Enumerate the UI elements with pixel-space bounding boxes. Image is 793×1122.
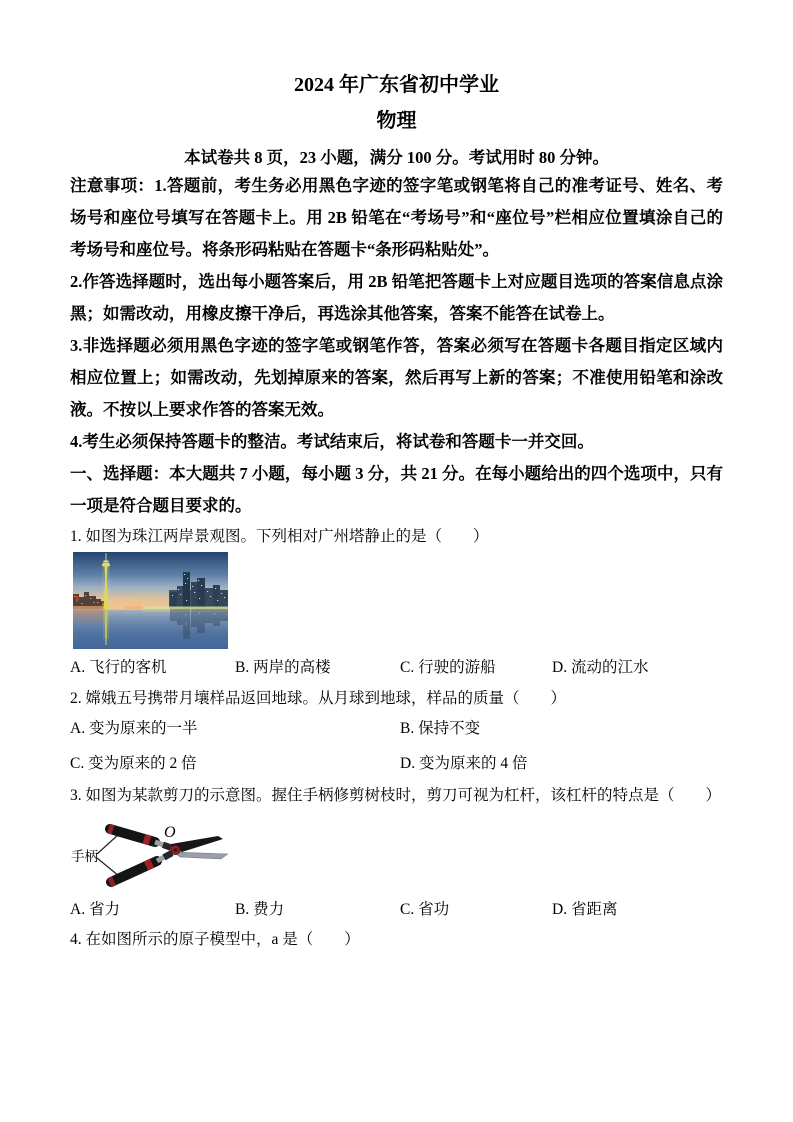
q2-option-c: C. 变为原来的 2 倍 <box>70 755 197 772</box>
page-title: 2024 年广东省初中学业 <box>294 74 499 96</box>
q1-option-a: A. 飞行的客机 <box>70 659 167 676</box>
q2-option-d: D. 变为原来的 4 倍 <box>400 755 528 772</box>
question4-stem: 4. 在如图所示的原子模型中，a 是（ ） <box>70 931 360 948</box>
question2-options <box>70 718 723 775</box>
lower-blade <box>173 852 228 859</box>
canton-tower <box>102 553 110 609</box>
question2-stem: 2. 嫦娥五号携带月壤样品返回地球。从月球到地球，样品的质量（ ） <box>70 690 567 707</box>
q3-option-a: A. 省力 <box>70 901 120 918</box>
q1-option-b: B. 两岸的高楼 <box>235 659 331 676</box>
notice-paragraph-1: 注意事项：1.答题前，考生务必用黑色字迹的签字笔或钢笔将自己的准考证号、姓名、考场号和座位号填写在答题卡上。用 2B 铅笔在“考场号”和“座位号”栏相应位置填涂自己的考场号和座位号。将条形码粘贴在答题卡“条形码粘贴处”。 <box>70 176 723 259</box>
question3-stem: 3. 如图为某款剪刀的示意图。握住手柄修剪树枝时，剪刀可视为杠杆，该杠杆的特点是（ ） <box>70 787 722 804</box>
q1-option-d: D. 流动的江水 <box>552 659 649 676</box>
q3-option-b: B. 费力 <box>235 901 285 918</box>
question1-options <box>70 657 723 679</box>
q1-option-c: C. 行驶的游船 <box>400 659 496 676</box>
notice-paragraph-4: 4.考生必须保持答题卡的整洁。考试结束后，将试卷和答题卡一并交回。 <box>70 432 594 451</box>
subject-title: 物理 <box>376 110 417 132</box>
q3-option-d: D. 省距离 <box>552 901 618 918</box>
q2-option-b: B. 保持不变 <box>400 720 481 737</box>
notice-paragraph-3: 3.非选择题必须用黑色字迹的签字笔或钢笔作答，答案必须写在答题卡各题目指定区域内相应位置上；如需改动，先划掉原来的答案，然后再写上新的答案；不准使用铅笔和涂改液。不按以上要求作答的答案无效。 <box>70 336 723 419</box>
lower-handle <box>110 851 176 883</box>
q2-option-a: A. 变为原来的一半 <box>70 720 198 737</box>
notice-paragraph-2: 2.作答选择题时，选出每小题答案后，用 2B 铅笔把答题卡上对应题目选项的答案信息点涂黑；如需改动，用橡皮擦干净后，再选涂其他答案，答案不能答在试卷上。 <box>70 272 723 323</box>
section1-heading: 一、选择题：本大题共 7 小题，每小题 3 分，共 21 分。在每小题给出的四个选项中，只有一项是符合题目要求的。 <box>70 464 723 515</box>
pivot-label: O <box>164 824 176 841</box>
question1-stem: 1. 如图为珠江两岸景观图。下列相对广州塔静止的是（ ） <box>70 528 489 545</box>
pearl-river-photo <box>73 552 228 649</box>
question3-options <box>70 899 723 921</box>
scissors-diagram <box>70 813 310 899</box>
exam-meta-line: 本试卷共 8 页，23 小题，满分 100 分。考试用时 80 分钟。 <box>184 148 609 167</box>
q3-option-c: C. 省功 <box>400 901 450 918</box>
handle-label: 手柄 <box>71 849 98 864</box>
